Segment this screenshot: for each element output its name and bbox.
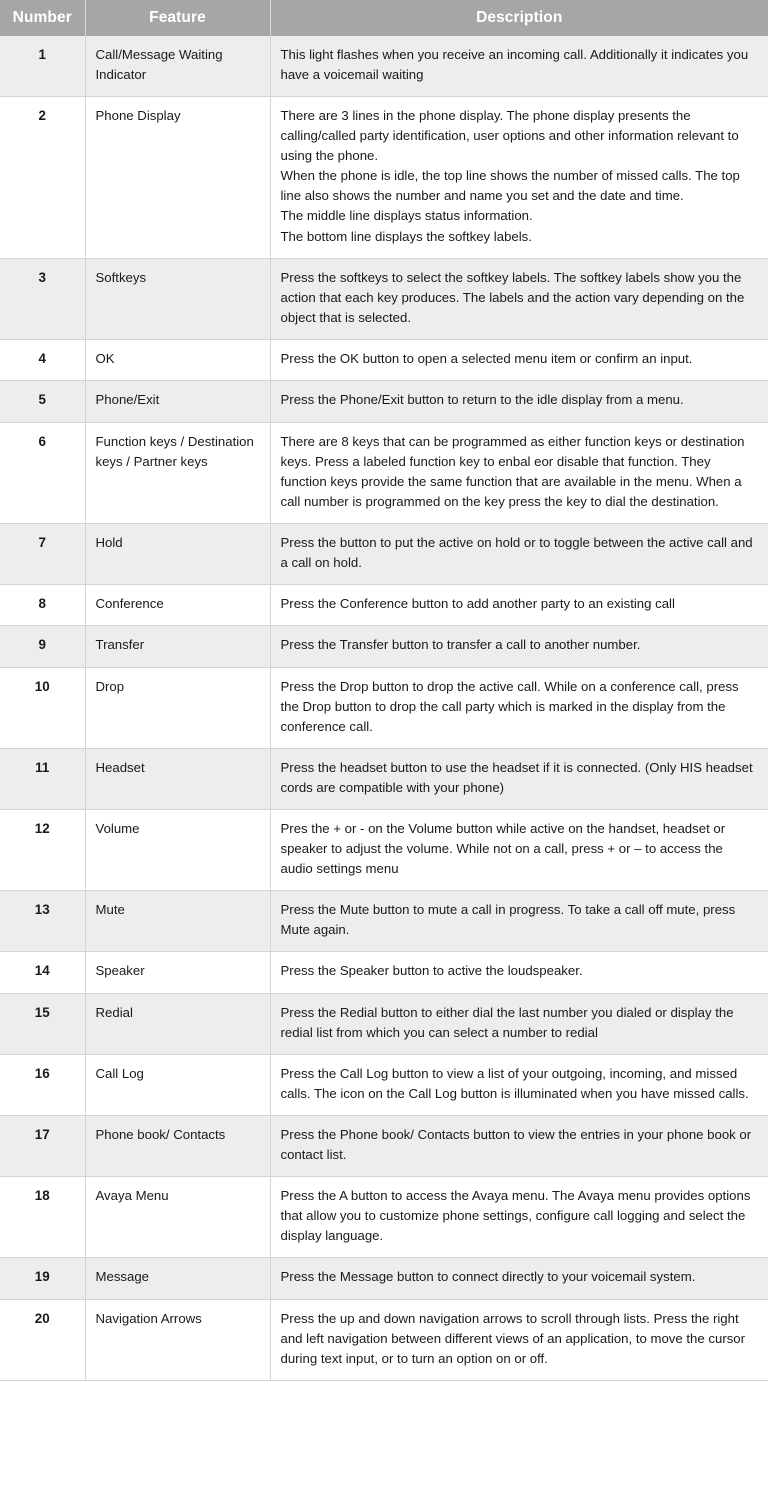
cell-feature: Drop: [85, 667, 270, 748]
cell-feature: Transfer: [85, 626, 270, 667]
cell-feature: Avaya Menu: [85, 1177, 270, 1258]
description-line: There are 8 keys that can be programmed as either function keys or destination keys. Press a labeled function key to enbal eor disable that function. They function keys provide the same function that are available in the menu. When a call number is programmed on the key press the key to dial the destination.: [280, 433, 745, 509]
cell-feature: Navigation Arrows: [85, 1299, 270, 1380]
description-line: This light flashes when you receive an incoming call. Additionally it indicates you have a voicemail waiting: [280, 47, 749, 83]
cell-number: 18: [0, 1177, 85, 1258]
table-row: [0, 36, 768, 97]
description-line: Press the Speaker button to active the loudspeaker.: [280, 963, 583, 979]
table-row: [0, 258, 768, 339]
cell-number: 7: [0, 523, 85, 584]
cell-description: [270, 381, 768, 422]
table-row: [0, 993, 768, 1054]
table-header-row: [0, 0, 768, 36]
table-body: [0, 36, 768, 1380]
description-line: When the phone is idle, the top line shows the number of missed calls. The top line also shows the number and name you set and the date and time.: [280, 168, 740, 204]
cell-description: [270, 748, 768, 809]
table-row: [0, 626, 768, 667]
description-line: Press the Redial button to either dial the last number you dialed or display the redial list from which you can select a number to redial: [280, 1004, 734, 1040]
cell-feature: Softkeys: [85, 258, 270, 339]
cell-number: 12: [0, 809, 85, 890]
cell-feature: Phone/Exit: [85, 381, 270, 422]
table-row: [0, 1054, 768, 1115]
cell-description: [270, 626, 768, 667]
cell-number: 20: [0, 1299, 85, 1380]
description-line: Pres the + or - on the Volume button while active on the handset, headset or speaker to adjust the volume. While not on a call, press + or – to access the audio settings menu: [280, 820, 726, 877]
description-line: Press the Message button to connect directly to your voicemail system.: [280, 1269, 696, 1285]
table-row: [0, 667, 768, 748]
table-row: [0, 422, 768, 523]
description-line: Press the Transfer button to transfer a call to another number.: [280, 637, 641, 653]
cell-description: [270, 422, 768, 523]
cell-number: 8: [0, 584, 85, 625]
cell-description: [270, 1054, 768, 1115]
table-row: [0, 381, 768, 422]
description-line: Press the Drop button to drop the active call. While on a conference call, press the Drop button to drop the call party which is marked in the display from the conference call.: [280, 678, 739, 734]
column-header-feature: Feature: [85, 0, 270, 36]
cell-number: 10: [0, 667, 85, 748]
table-row: [0, 952, 768, 993]
cell-description: [270, 523, 768, 584]
table-row: [0, 1258, 768, 1299]
cell-number: 4: [0, 339, 85, 380]
cell-number: 5: [0, 381, 85, 422]
description-line: Press the Conference button to add another party to an existing call: [280, 595, 675, 611]
cell-number: 9: [0, 626, 85, 667]
cell-feature: Phone book/ Contacts: [85, 1115, 270, 1176]
description-line: Press the headset button to use the headset if it is connected. (Only HIS headset cords are compatible with your phone): [280, 759, 753, 795]
table-row: [0, 1115, 768, 1176]
description-line: Press the button to put the active on hold or to toggle between the active call and a call on hold.: [280, 534, 753, 570]
cell-number: 2: [0, 97, 85, 258]
table-row: [0, 809, 768, 890]
cell-number: 13: [0, 891, 85, 952]
cell-feature: Function keys / Destination keys / Partner keys: [85, 422, 270, 523]
cell-feature: OK: [85, 339, 270, 380]
cell-number: 19: [0, 1258, 85, 1299]
description-line: Press the Call Log button to view a list of your outgoing, incoming, and missed calls. The icon on the Call Log button is illuminated when you have missed calls.: [280, 1065, 749, 1101]
cell-description: [270, 339, 768, 380]
cell-feature: Volume: [85, 809, 270, 890]
description-line: Press the OK button to open a selected menu item or confirm an input.: [280, 350, 693, 366]
cell-description: [270, 952, 768, 993]
cell-description: [270, 891, 768, 952]
column-header-number: Number: [0, 0, 85, 36]
cell-feature: Conference: [85, 584, 270, 625]
description-line: The bottom line displays the softkey labels.: [280, 228, 532, 244]
table-row: [0, 1177, 768, 1258]
cell-feature: Redial: [85, 993, 270, 1054]
column-header-description: Description: [270, 0, 768, 36]
description-line: Press the A button to access the Avaya menu. The Avaya menu provides options that allow you to customize phone settings, configure call logging and select the display language.: [280, 1188, 751, 1244]
cell-number: 14: [0, 952, 85, 993]
cell-description: [270, 36, 768, 97]
cell-description: [270, 1258, 768, 1299]
cell-number: 11: [0, 748, 85, 809]
description-line: There are 3 lines in the phone display. The phone display presents the calling/called party identification, user options and other information relevant to using the phone.: [280, 108, 739, 164]
table-row: [0, 584, 768, 625]
cell-feature: Speaker: [85, 952, 270, 993]
cell-description: [270, 258, 768, 339]
cell-description: [270, 584, 768, 625]
cell-number: 6: [0, 422, 85, 523]
cell-number: 3: [0, 258, 85, 339]
description-line: Press the Phone book/ Contacts button to view the entries in your phone book or contact list.: [280, 1126, 752, 1162]
cell-feature: Phone Display: [85, 97, 270, 258]
table-row: [0, 1299, 768, 1380]
table-row: [0, 339, 768, 380]
cell-number: 1: [0, 36, 85, 97]
cell-feature: Message: [85, 1258, 270, 1299]
description-line: Press the softkeys to select the softkey labels. The softkey labels show you the action that each key produces. The labels and the action vary depending on the object that is selected.: [280, 269, 745, 325]
cell-description: [270, 1177, 768, 1258]
table-row: [0, 97, 768, 258]
cell-description: [270, 993, 768, 1054]
cell-description: [270, 667, 768, 748]
table-row: [0, 523, 768, 584]
cell-description: [270, 1299, 768, 1380]
cell-number: 16: [0, 1054, 85, 1115]
description-line: Press the Mute button to mute a call in progress. To take a call off mute, press Mute again.: [280, 902, 736, 938]
cell-number: 15: [0, 993, 85, 1054]
table-row: [0, 891, 768, 952]
cell-feature: Call Log: [85, 1054, 270, 1115]
cell-description: [270, 97, 768, 258]
cell-description: [270, 1115, 768, 1176]
cell-description: [270, 809, 768, 890]
cell-feature: Hold: [85, 523, 270, 584]
cell-feature: Call/Message Waiting Indicator: [85, 36, 270, 97]
description-line: Press the up and down navigation arrows to scroll through lists. Press the right and left navigation between different views of an application, to move the cursor during text input, or to turn an option on or off.: [280, 1310, 746, 1366]
table-row: [0, 748, 768, 809]
cell-number: 17: [0, 1115, 85, 1176]
cell-feature: Headset: [85, 748, 270, 809]
cell-feature: Mute: [85, 891, 270, 952]
description-line: The middle line displays status information.: [280, 208, 533, 224]
table-header: [0, 0, 768, 36]
description-line: Press the Phone/Exit button to return to the idle display from a menu.: [280, 392, 684, 408]
